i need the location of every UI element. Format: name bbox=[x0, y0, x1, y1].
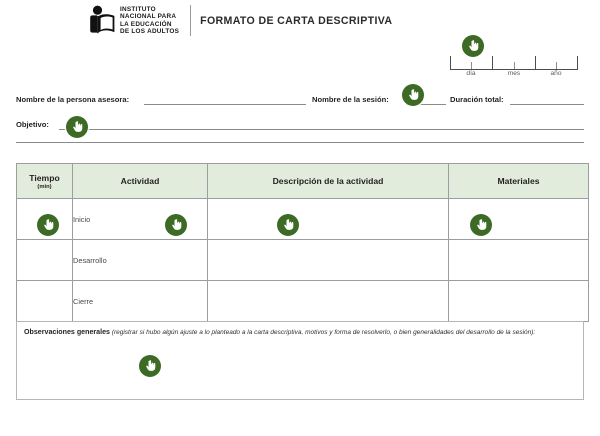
cursor-badge-actividad-cell bbox=[165, 214, 187, 236]
advisor-name-label: Nombre de la persona asesora: bbox=[16, 95, 130, 104]
column-header-descripcion: Descripción de la actividad bbox=[208, 164, 449, 199]
column-header-tiempo-label: Tiempo bbox=[29, 172, 60, 183]
logo-line-2: NACIONAL PARA bbox=[120, 13, 177, 21]
observaciones-label: Observaciones generales bbox=[24, 328, 110, 336]
inea-reader-logo-icon bbox=[88, 5, 116, 36]
session-name-label: Nombre de la sesión: bbox=[312, 95, 389, 104]
comb-tick-minor-1 bbox=[471, 62, 472, 69]
table-row bbox=[17, 199, 589, 240]
comb-tick-end bbox=[577, 56, 578, 69]
cell-descripcion-inicio[interactable] bbox=[208, 199, 449, 240]
observaciones-prompt bbox=[24, 327, 576, 339]
cell-actividad-cierre[interactable]: Cierre bbox=[73, 281, 208, 322]
table-header-row bbox=[17, 164, 589, 199]
observaciones-hint: (registrar si hubo algún ajuste a lo planteado a la carta descriptiva, motivos y forma de resolverlo, o bien generalidades del desarrollo de la sesión): bbox=[109, 329, 536, 336]
inea-logo-text bbox=[120, 6, 179, 35]
header-divider bbox=[190, 5, 191, 36]
observaciones-generales-box[interactable] bbox=[16, 321, 584, 400]
date-label-month: mes bbox=[507, 70, 521, 77]
objective-input-line-1[interactable] bbox=[59, 118, 584, 130]
form-fields-row bbox=[16, 93, 584, 107]
comb-tick-start bbox=[450, 56, 451, 69]
advisor-name-input[interactable] bbox=[144, 93, 306, 105]
document-header bbox=[88, 5, 392, 36]
cell-descripcion-cierre[interactable] bbox=[208, 281, 449, 322]
cell-materiales-cierre[interactable] bbox=[449, 281, 589, 322]
table-row bbox=[17, 281, 589, 322]
cursor-badge-date bbox=[462, 35, 484, 57]
objective-input-line-2[interactable] bbox=[16, 142, 584, 143]
column-header-tiempo-unit: (min) bbox=[37, 183, 52, 190]
column-header-materiales: Materiales bbox=[449, 164, 589, 199]
cell-actividad-inicio[interactable]: Inicio bbox=[73, 199, 208, 240]
column-header-tiempo bbox=[17, 164, 73, 199]
date-label-day: día bbox=[466, 70, 476, 77]
cursor-badge-tiempo-cell bbox=[37, 214, 59, 236]
objective-label: Objetivo: bbox=[16, 120, 49, 129]
carta-descriptiva-table bbox=[16, 163, 589, 322]
cursor-badge-session bbox=[402, 84, 424, 106]
cell-materiales-inicio[interactable] bbox=[449, 199, 589, 240]
cursor-badge-objetivo bbox=[66, 116, 88, 138]
cell-materiales-desarrollo[interactable] bbox=[449, 240, 589, 281]
cursor-badge-descripcion-cell bbox=[277, 214, 299, 236]
cursor-badge-observaciones bbox=[139, 355, 161, 377]
column-header-actividad: Actividad bbox=[73, 164, 208, 199]
objective-row bbox=[16, 118, 584, 144]
logo-line-3: LA EDUCACIÓN bbox=[120, 20, 172, 28]
cell-descripcion-desarrollo[interactable] bbox=[208, 240, 449, 281]
comb-tick-month-end bbox=[535, 56, 536, 69]
comb-tick-minor-2 bbox=[514, 62, 515, 69]
comb-tick-minor-3 bbox=[556, 62, 557, 69]
date-comb-input[interactable] bbox=[450, 55, 578, 70]
inea-logo bbox=[88, 5, 179, 36]
duration-input[interactable] bbox=[510, 93, 584, 105]
cell-tiempo-desarrollo[interactable] bbox=[17, 240, 73, 281]
table-row bbox=[17, 240, 589, 281]
duration-label: Duración total: bbox=[450, 95, 504, 104]
page-title: FORMATO DE CARTA DESCRIPTIVA bbox=[200, 14, 393, 27]
date-field-group[interactable] bbox=[450, 55, 578, 81]
comb-tick-day-end bbox=[492, 56, 493, 69]
cursor-badge-materiales-cell bbox=[470, 214, 492, 236]
date-label-year: año bbox=[550, 70, 562, 77]
logo-line-4: DE LOS ADULTOS bbox=[120, 27, 180, 35]
date-labels bbox=[450, 70, 578, 81]
cell-actividad-desarrollo[interactable]: Desarrollo bbox=[73, 240, 208, 281]
cell-tiempo-cierre[interactable] bbox=[17, 281, 73, 322]
logo-line-1: INSTITUTO bbox=[120, 5, 156, 13]
